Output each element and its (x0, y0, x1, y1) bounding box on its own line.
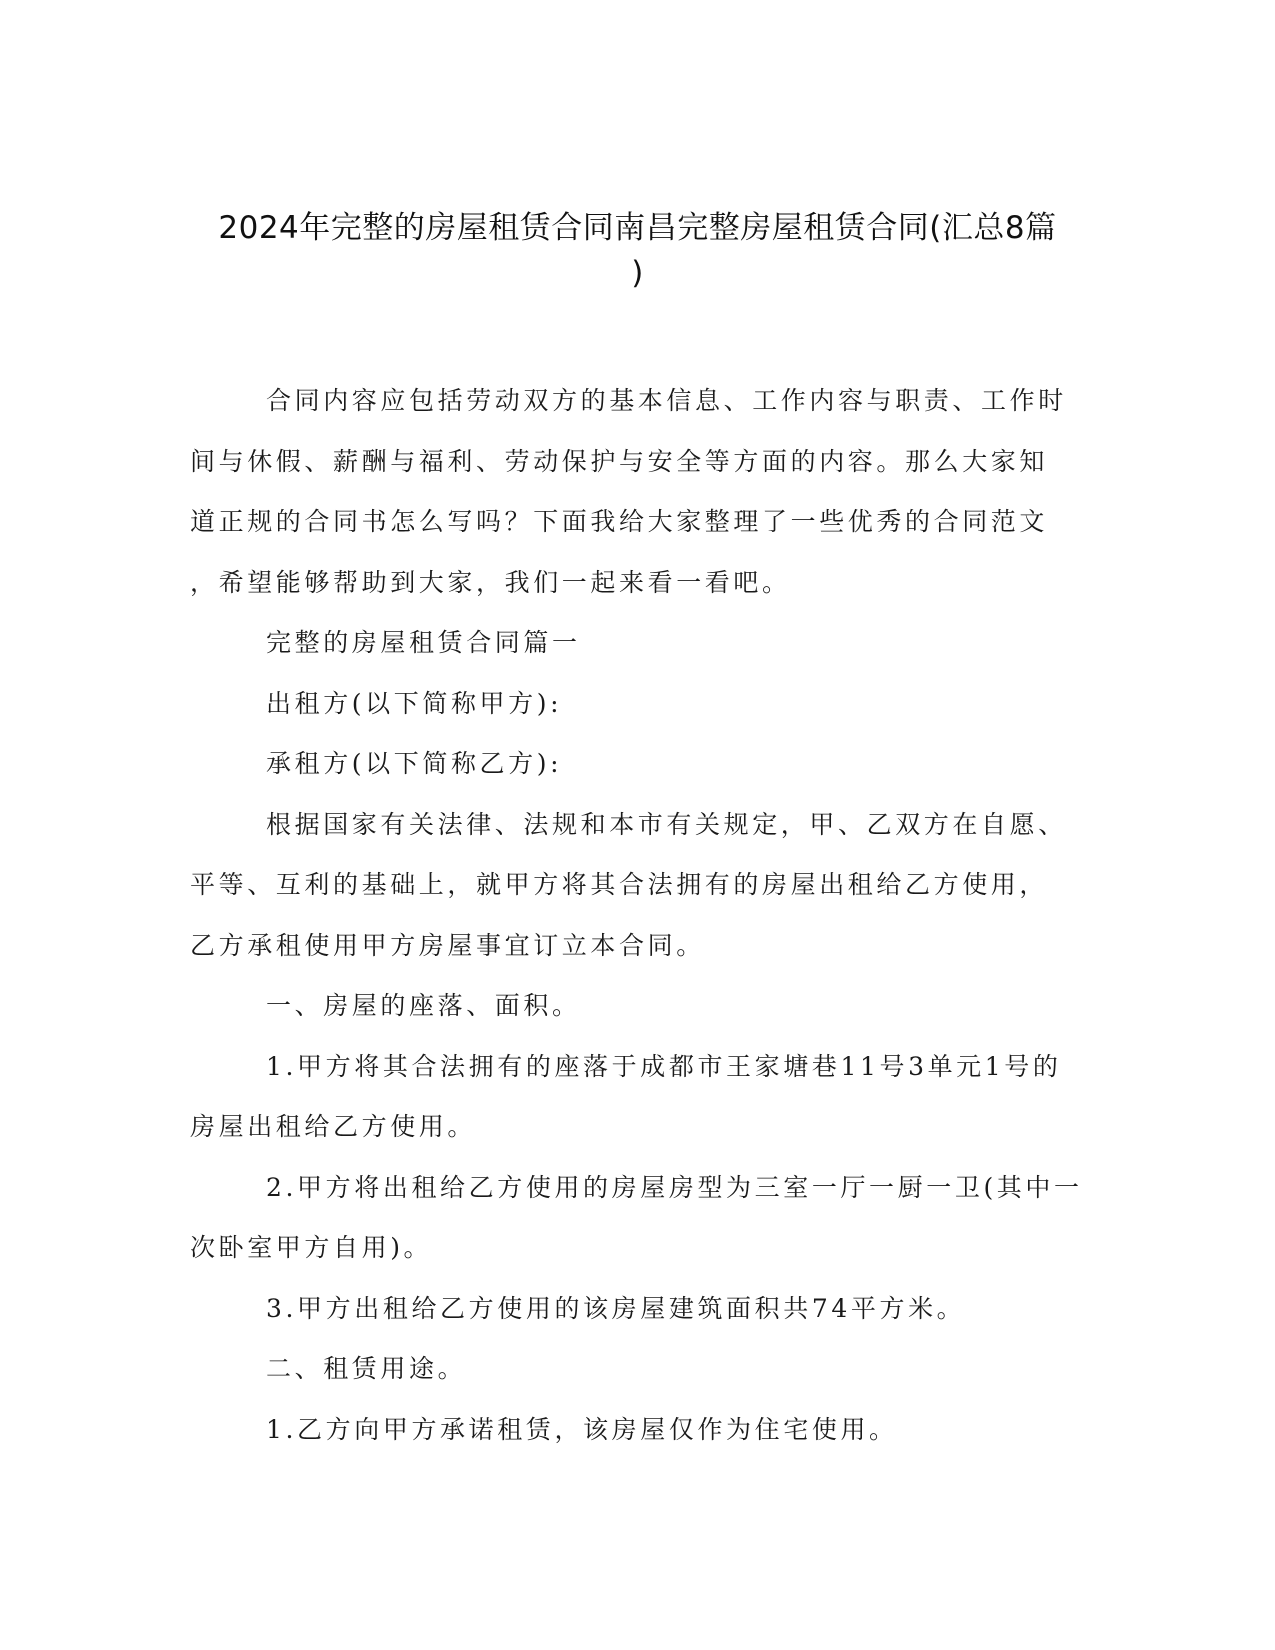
document-title (150, 206, 1125, 296)
clause-item: 2.甲方将出租给乙方使用的房屋房型为三室一厅一厨一卫(其中一 (266, 1172, 1083, 1202)
clause-item: 1.乙方向甲方承诺租赁，该房屋仅作为住宅使用。 (266, 1414, 898, 1444)
intro-paragraph-line: ，希望能够帮助到大家，我们一起来看一看吧。 (190, 567, 791, 597)
clause-item: 次卧室甲方自用)。 (190, 1233, 433, 1262)
lessor-line: 出租方(以下简称甲方): (266, 688, 563, 718)
clause-heading: 二、租赁用途。 (266, 1354, 467, 1383)
intro-paragraph-line: 道正规的合同书怎么写吗？下面我给大家整理了一些优秀的合同范文 (190, 507, 1049, 536)
document-body (190, 371, 1095, 1460)
title-line: ) (631, 255, 644, 291)
clause-item: 1.甲方将其合法拥有的座落于成都市王家塘巷11号3单元1号的 (266, 1051, 1062, 1081)
clause-item: 房屋出租给乙方使用。 (190, 1112, 477, 1141)
intro-paragraph-line: 合同内容应包括劳动双方的基本信息、工作内容与职责、工作时 (266, 386, 1067, 415)
preamble-line: 平等、互利的基础上，就甲方将其合法拥有的房屋出租给乙方使用， (190, 870, 1049, 899)
preamble-line: 乙方承租使用甲方房屋事宜订立本合同。 (190, 930, 705, 960)
section-heading: 完整的房屋租赁合同篇一 (266, 628, 581, 657)
intro-paragraph-line: 间与休假、薪酬与福利、劳动保护与安全等方面的内容。那么大家知 (190, 446, 1049, 476)
title-line: 2024年完整的房屋租赁合同南昌完整房屋租赁合同(汇总8篇 (218, 210, 1057, 246)
clause-item: 3.甲方出租给乙方使用的该房屋建筑面积共74平方米。 (266, 1293, 966, 1323)
preamble-line: 根据国家有关法律、法规和本市有关规定，甲、乙双方在自愿、 (266, 809, 1067, 839)
lessee-line: 承租方(以下简称乙方): (266, 749, 563, 778)
clause-heading: 一、房屋的座落、面积。 (266, 991, 581, 1020)
